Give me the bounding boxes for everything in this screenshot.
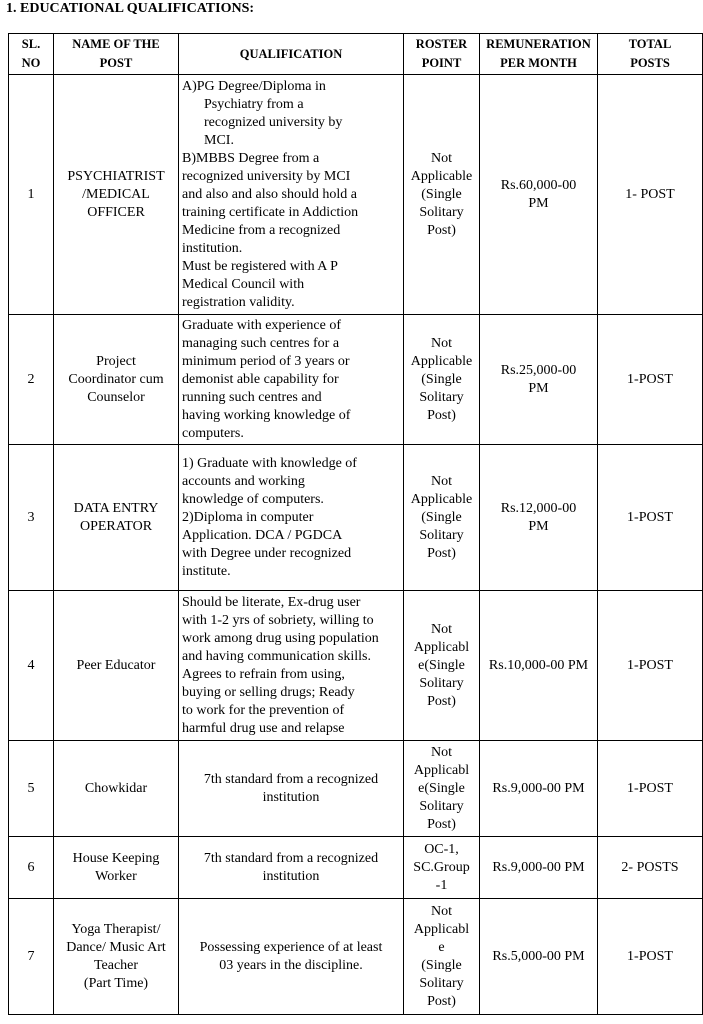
cell-line: /MEDICAL [82,186,150,202]
remuneration-cell [480,445,598,591]
cell-line: Post) [427,222,456,238]
qualification-cell [179,899,404,1015]
cell-line: Teacher [93,957,139,973]
cell-line: PM [528,195,549,211]
cell-line: OFFICER [87,204,145,220]
cell-line: Rs.25,000-00 [500,362,577,378]
col-roster: ROSTER POINT [404,34,480,75]
cell-line: Rs.5,000-00 PM [492,948,585,964]
col-total: TOTAL POSTS [598,34,703,75]
sl-cell: 2 [9,315,54,445]
table-row [9,591,703,741]
total-posts-cell: 1-POST [598,899,703,1015]
sl-cell: 5 [9,741,54,837]
cell-line: 7th standard from a recognized [203,850,379,866]
total-posts-cell: 1-POST [598,445,703,591]
total-posts-cell: 1-POST [598,591,703,741]
cell-line: Post) [427,816,456,832]
cell-line: with 1-2 yrs of sobriety, willing to [182,612,374,628]
remuneration-cell [480,837,598,899]
cell-line: with Degree under recognized [182,545,352,561]
sl-cell: 3 [9,445,54,591]
cell-line: Not [431,473,452,489]
cell-line: Possessing experience of at least [199,939,383,955]
cell-line: MCI. [204,132,234,148]
cell-line: Not [431,621,452,637]
cell-line: Psychiatry from a [204,96,304,112]
total-posts-cell: 2- POSTS [598,837,703,899]
cell-line: Medical Council with [182,276,305,292]
cell-line: minimum period of 3 years or [182,353,350,369]
cell-line: Medicine from a recognized [182,222,341,238]
cell-line: demonist able capability for [182,371,339,387]
table-row [9,837,703,899]
cell-line: Agrees to refrain from using, [182,666,345,682]
cell-line: OPERATOR [79,518,153,534]
cell-line: Solitary [419,675,464,691]
cell-line: House Keeping [72,850,160,866]
cell-line: institution [262,868,320,884]
col-sl: SL. NO [9,34,54,75]
cell-line: Post) [427,693,456,709]
cell-line: having working knowledge of [182,407,351,423]
section-heading: 1. EDUCATIONAL QUALIFICATIONS: [6,1,255,16]
cell-line: Post) [427,545,456,561]
cell-line: PM [528,380,549,396]
cell-line: Solitary [419,975,464,991]
cell-line: Rs.9,000-00 PM [492,780,585,796]
post-name-cell [54,445,179,591]
qualification-cell [179,741,404,837]
cell-line: Applicable [410,353,473,369]
roster-cell [404,837,480,899]
remuneration-cell [480,591,598,741]
cell-line: Post) [427,407,456,423]
col-remuneration: REMUNERATION PER MONTH [480,34,598,75]
cell-line: OC-1, [424,841,459,857]
col-name: NAME OF THE POST [54,34,179,75]
cell-line: Not [431,744,452,760]
sl-cell: 7 [9,899,54,1015]
cell-line: and also and also should hold a [182,186,357,202]
remuneration-cell [480,899,598,1015]
sl-cell: 4 [9,591,54,741]
cell-line: institution [262,789,320,805]
cell-line: knowledge of computers. [182,491,324,507]
table-row [9,315,703,445]
cell-line: (Single [421,957,462,973]
qualification-cell [179,75,404,315]
cell-line: Rs.9,000-00 PM [492,859,585,875]
cell-line: Yoga Therapist/ [71,921,161,937]
cell-line: Solitary [419,798,464,814]
cell-line: registration validity. [182,294,295,310]
cell-line: to work for the prevention of [182,702,345,718]
cell-line: -1 [435,877,448,893]
cell-line: Post) [427,993,456,1009]
cell-line: Rs.12,000-00 [500,500,577,516]
cell-line: institution. [182,240,243,256]
total-posts-cell: 1-POST [598,315,703,445]
cell-line: Rs.10,000-00 PM [488,657,589,673]
cell-line: e(Single [418,780,465,796]
header-row [9,34,703,75]
cell-line: recognized university by MCI [182,168,351,184]
cell-line: Graduate with experience of [182,317,341,333]
table-row [9,445,703,591]
cell-line: managing such centres for a [182,335,340,351]
remuneration-cell [480,741,598,837]
cell-line: Applicabl [413,762,470,778]
cell-line: Application. DCA / PGDCA [182,527,343,543]
sl-cell: 6 [9,837,54,899]
cell-line: Applicabl [413,639,470,655]
cell-line: Peer Educator [76,657,156,673]
roster-cell [404,899,480,1015]
col-qualification: QUALIFICATION [179,34,404,75]
cell-line: Must be registered with A P [182,258,338,274]
cell-line: harmful drug use and relapse [182,720,345,736]
cell-line: Should be literate, Ex-drug user [182,594,361,610]
cell-line: Solitary [419,204,464,220]
cell-line: Applicable [410,491,473,507]
cell-line: B)MBBS Degree from a [182,150,320,166]
cell-line: computers. [182,425,244,441]
post-name-cell [54,315,179,445]
cell-line: e(Single [418,657,465,673]
cell-line: Worker [95,868,137,884]
post-name-cell [54,741,179,837]
cell-line: accounts and working [182,473,305,489]
cell-line: DATA ENTRY [73,500,159,516]
total-posts-cell: 1- POST [598,75,703,315]
qualifications-table [8,33,703,1015]
cell-line: recognized university by [204,114,343,130]
post-name-cell [54,899,179,1015]
qualification-cell [179,445,404,591]
cell-line: training certificate in Addiction [182,204,359,220]
cell-line: and having communication skills. [182,648,371,664]
cell-line: 1) Graduate with knowledge of [182,455,357,471]
cell-line: Project [96,353,136,369]
cell-line: Not [431,903,452,919]
cell-line: Coordinator cum [68,371,164,387]
post-name-cell [54,75,179,315]
cell-line: (Single [421,371,462,387]
cell-line: SC.Group [413,859,470,875]
cell-line: (Single [421,186,462,202]
table-row [9,741,703,837]
cell-line: (Single [421,509,462,525]
roster-cell [404,445,480,591]
cell-line: (Part Time) [83,975,149,991]
cell-line: 03 years in the discipline. [219,957,363,973]
cell-line: PM [528,518,549,534]
cell-line: 7th standard from a recognized [203,771,379,787]
roster-cell [404,75,480,315]
table-row [9,899,703,1015]
cell-line: buying or selling drugs; Ready [182,684,355,700]
cell-line: Applicabl [413,921,470,937]
remuneration-cell [480,75,598,315]
roster-cell [404,591,480,741]
cell-line: Chowkidar [84,780,148,796]
post-name-cell [54,591,179,741]
remuneration-cell [480,315,598,445]
cell-line: e [438,939,445,955]
cell-line: Solitary [419,389,464,405]
roster-cell [404,315,480,445]
cell-line: PSYCHIATRIST [67,168,165,184]
cell-line: 2)Diploma in computer [182,509,314,525]
cell-line: Dance/ Music Art [66,939,166,955]
cell-line: A)PG Degree/Diploma in [182,78,326,94]
cell-line: running such centres and [182,389,322,405]
cell-line: Not [431,150,452,166]
qualification-cell [179,315,404,445]
cell-line: work among drug using population [182,630,379,646]
cell-line: institute. [182,563,231,579]
total-posts-cell: 1-POST [598,741,703,837]
sl-cell: 1 [9,75,54,315]
post-name-cell [54,837,179,899]
cell-line: Counselor [87,389,145,405]
qualification-cell [179,837,404,899]
cell-line: Solitary [419,527,464,543]
cell-line: Not [431,335,452,351]
roster-cell [404,741,480,837]
cell-line: Applicable [410,168,473,184]
cell-line: Rs.60,000-00 [500,177,577,193]
table-row [9,75,703,315]
qualification-cell [179,591,404,741]
